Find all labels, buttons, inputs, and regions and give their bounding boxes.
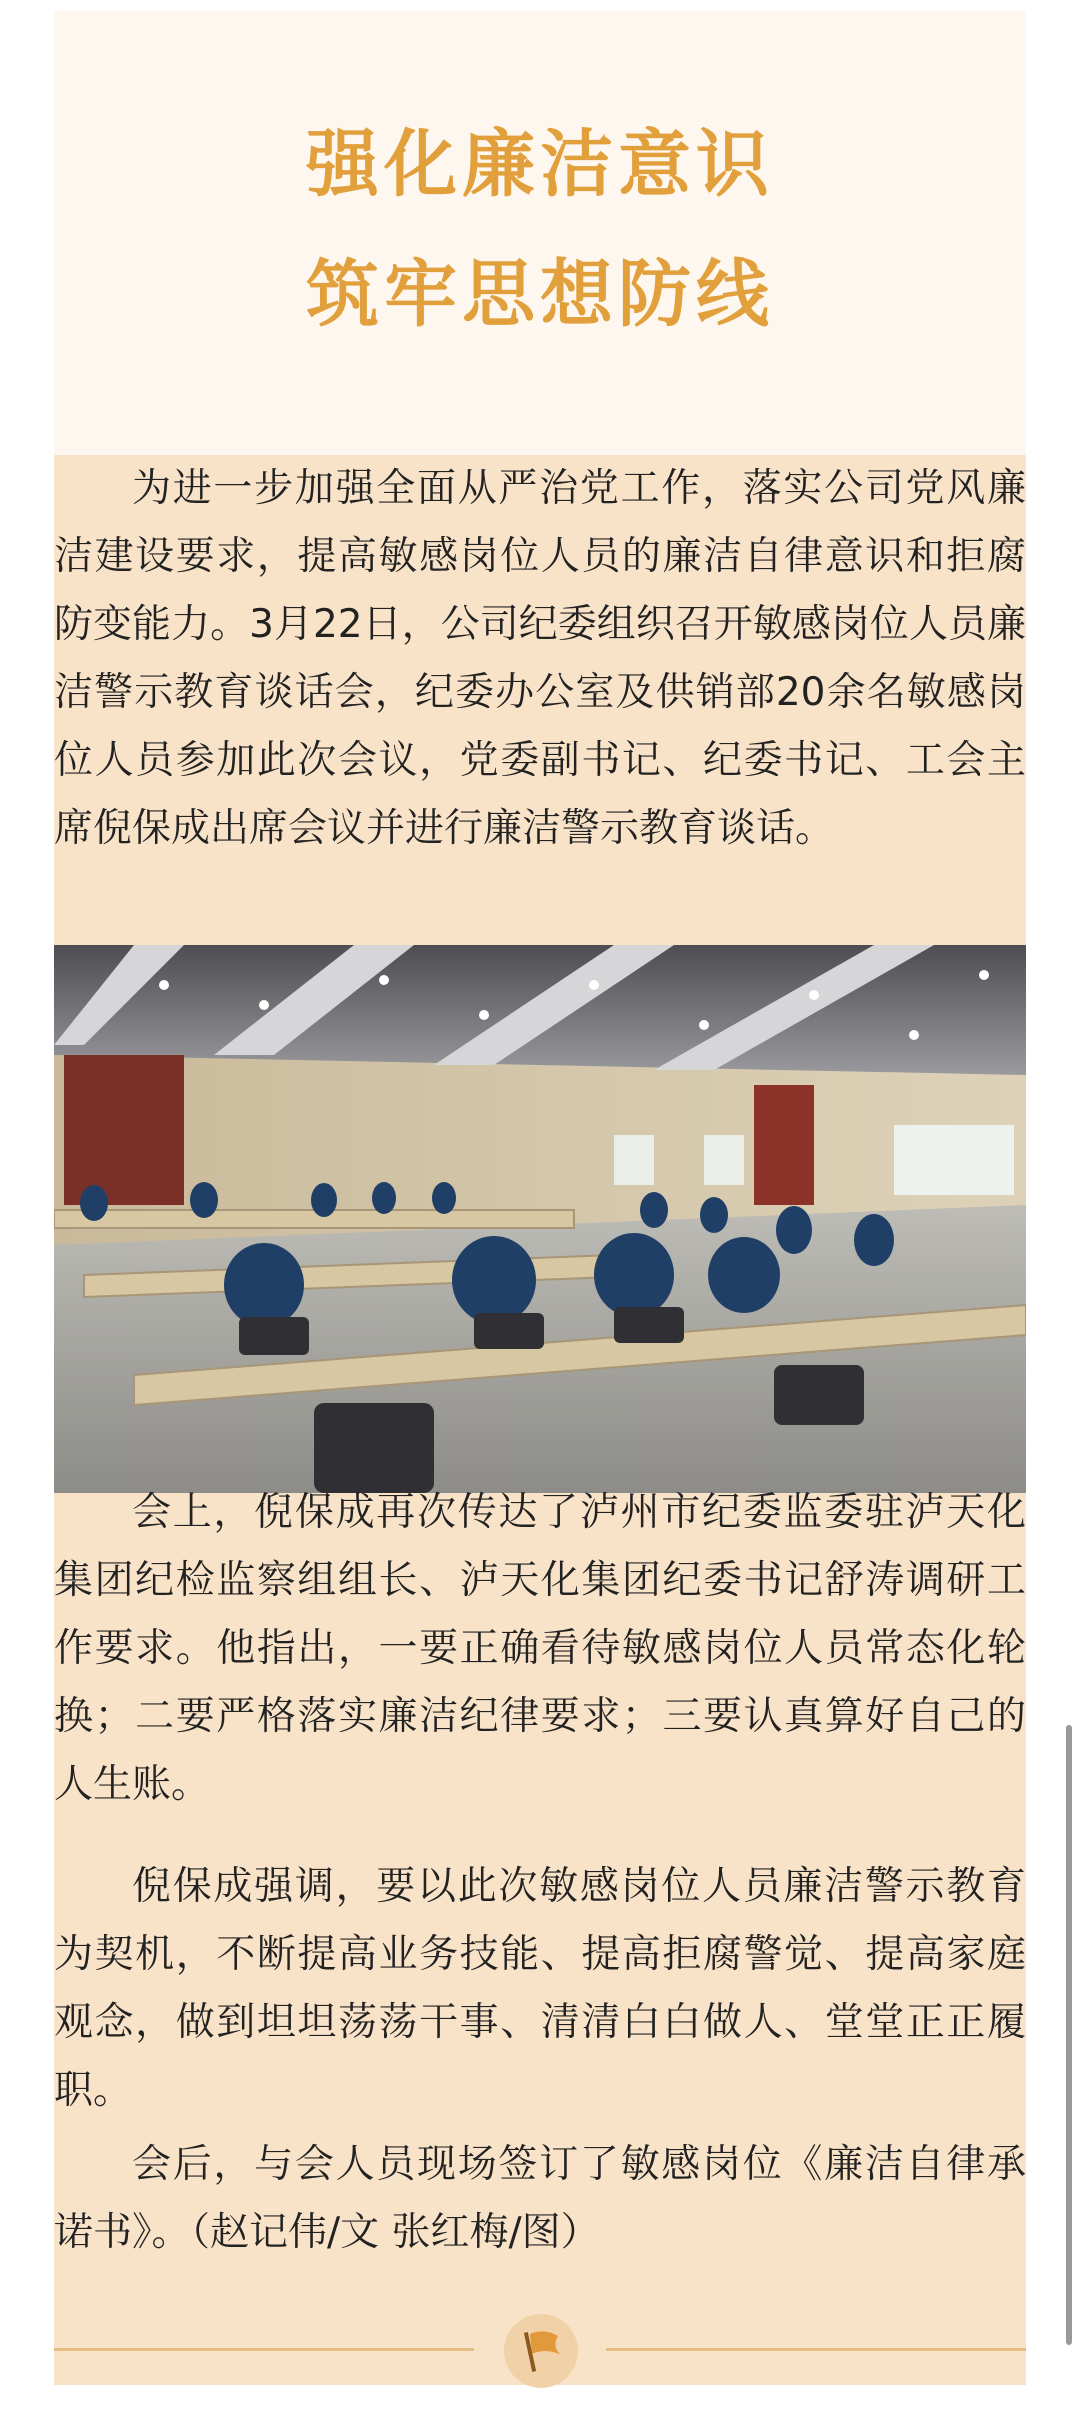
article-body bbox=[54, 455, 1026, 2385]
paragraph-intro: 为进一步加强全面从严治党工作，落实公司党风廉洁建设要求，提高敏感岗位人员的廉洁自律意识和拒腐防变能力。3月22日，公司纪委组织召开敏感岗位人员廉洁警示教育谈话会，纪委办公室及供销部20余名敏感岗位人员参加此次会议，党委副书记、纪委书记、工会主席倪保成出席会议并进行廉洁警示教育谈话。 bbox=[54, 466, 1026, 851]
title-banner bbox=[54, 10, 1026, 455]
party-flag-icon bbox=[504, 2314, 578, 2388]
footer-divider-right bbox=[606, 2348, 1026, 2351]
scrollbar-thumb[interactable] bbox=[1066, 1725, 1072, 2345]
meeting-room-photo bbox=[54, 945, 1026, 1493]
article-title-line-1: 强化廉洁意识 bbox=[306, 122, 774, 207]
paragraph-emphasis: 倪保成强调，要以此次敏感岗位人员廉洁警示教育为契机，不断提高业务技能、提高拒腐警觉、提高家庭观念，做到坦坦荡荡干事、清清白白做人、堂堂正正履职。 bbox=[54, 1864, 1026, 2113]
paragraph-requirements: 会上，倪保成再次传达了泸州市纪委监委驻泸天化集团纪检监察组组长、泸天化集团纪委书记舒涛调研工作要求。他指出，一要正确看待敏感岗位人员常态化轮换；二要严格落实廉洁纪律要求；三要认真算好自己的人生账。 bbox=[54, 1490, 1026, 1807]
paragraph-closing: 会后，与会人员现场签订了敏感岗位《廉洁自律承诺书》。（赵记伟/文 张红梅/图） bbox=[54, 2142, 1026, 2255]
article-title-line-2: 筑牢思想防线 bbox=[306, 252, 774, 337]
footer-divider-left bbox=[54, 2348, 474, 2351]
article bbox=[54, 10, 1026, 2385]
